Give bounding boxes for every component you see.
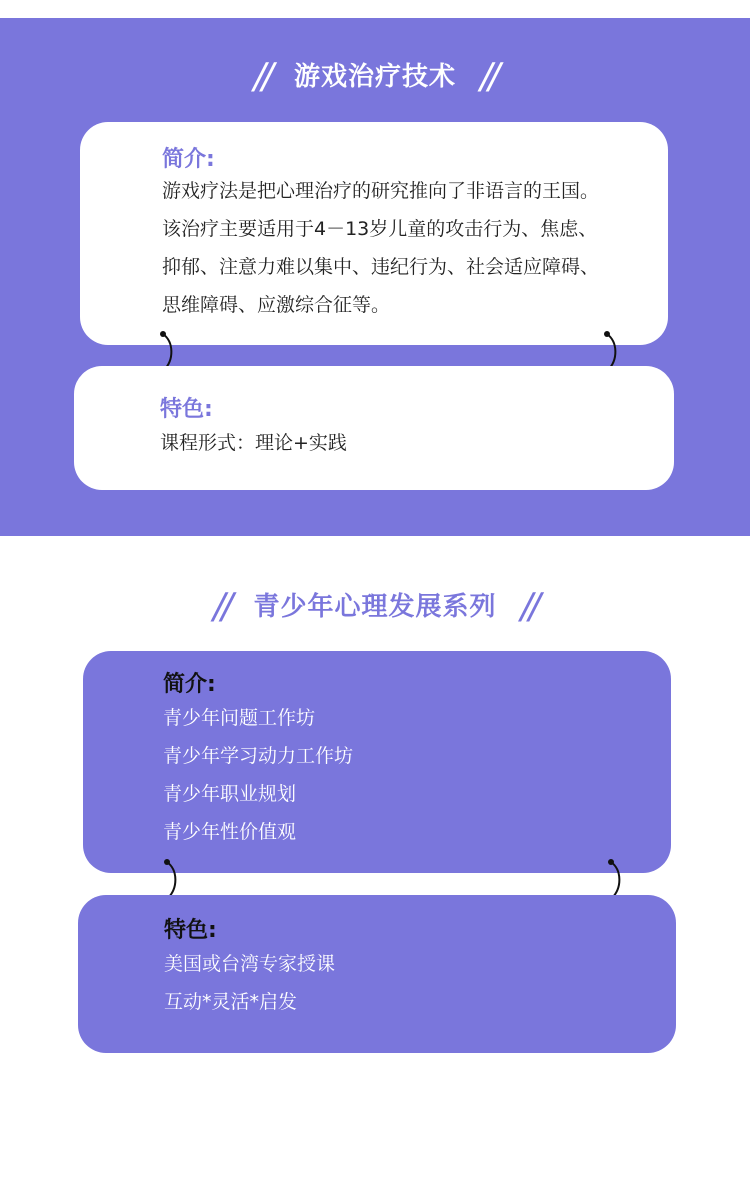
slash-decoration-left: //	[213, 586, 230, 627]
feature-card	[78, 895, 676, 1053]
intro-line: 青少年职业规划	[163, 783, 297, 805]
section-title: 游戏治疗技术	[293, 62, 456, 92]
intro-card	[83, 651, 671, 873]
section-title: 青少年心理发展系列	[253, 592, 497, 622]
slash-decoration-right: //	[520, 586, 537, 627]
intro-card	[80, 122, 668, 345]
intro-line: 游戏疗法是把心理治疗的研究推向了非语言的王国。	[162, 180, 600, 202]
intro-line: 思维障碍、应激综合征等。	[162, 294, 391, 316]
feature-line: 美国或台湾专家授课	[164, 953, 336, 975]
feature-card-body	[160, 424, 347, 462]
feature-card-body	[164, 945, 335, 1021]
section-heading-game-therapy	[0, 56, 750, 97]
feature-card-title: 特色:	[164, 918, 217, 943]
intro-card-body	[162, 172, 599, 324]
feature-card	[74, 366, 674, 490]
section-heading-youth-psychology	[0, 586, 750, 627]
intro-line: 该治疗主要适用于4－13岁儿童的攻击行为、焦虑、	[162, 218, 598, 240]
intro-line: 青少年问题工作坊	[163, 707, 316, 729]
slash-decoration-right: //	[480, 56, 497, 97]
intro-card-title: 简介:	[163, 672, 216, 697]
intro-card-body	[163, 699, 353, 851]
feature-line: 课程形式：理论+实践	[160, 432, 347, 454]
intro-line: 青少年学习动力工作坊	[163, 745, 354, 767]
intro-line: 青少年性价值观	[163, 821, 297, 843]
feature-card-title: 特色:	[160, 397, 213, 422]
slash-decoration-left: //	[253, 56, 270, 97]
feature-line: 互动*灵活*启发	[164, 991, 298, 1013]
intro-line: 抑郁、注意力难以集中、违纪行为、社会适应障碍、	[162, 256, 600, 278]
intro-card-title: 简介:	[162, 147, 215, 172]
